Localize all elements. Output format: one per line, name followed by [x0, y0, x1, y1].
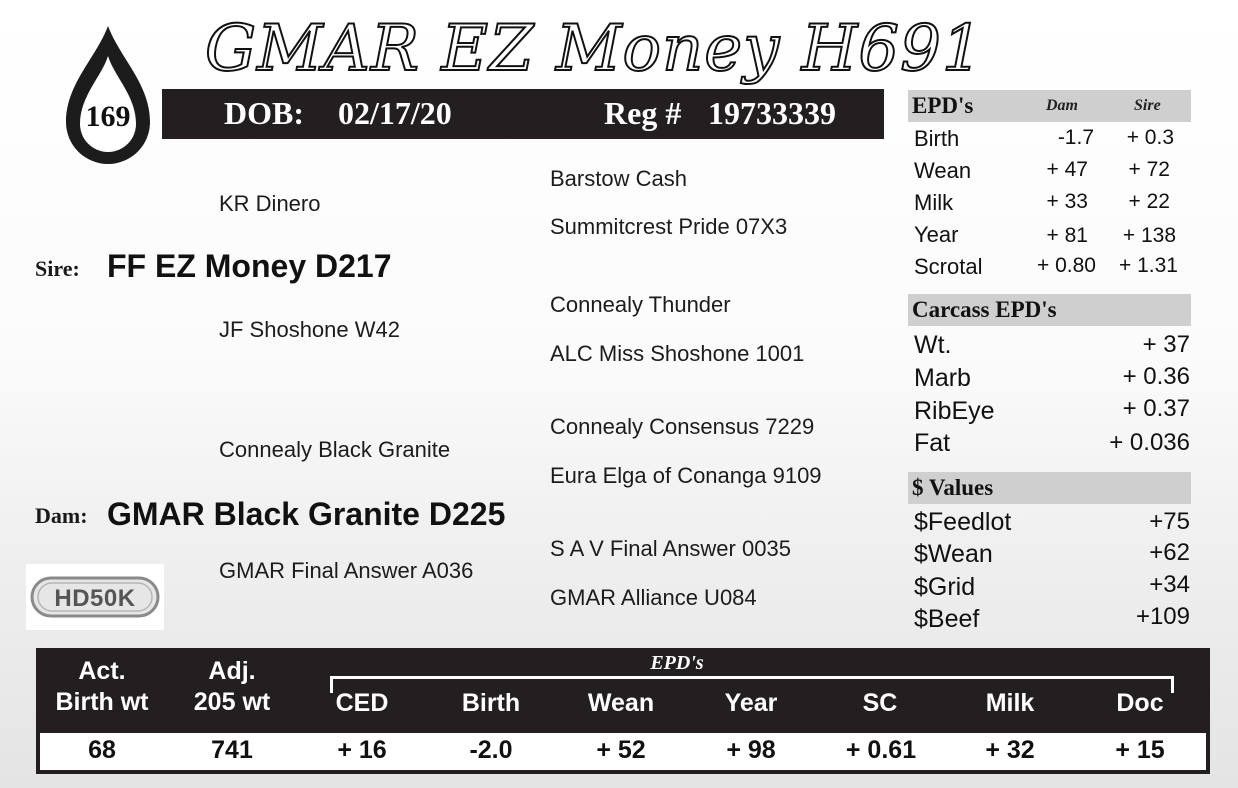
table-header-ced: CED	[335, 689, 389, 717]
epd-row-label: Year	[914, 222, 959, 247]
epd-sire-value: + 22	[1128, 190, 1170, 213]
epd-dam-value: -1.7	[1057, 126, 1094, 149]
lot-drop-icon	[58, 22, 158, 172]
epd-row-label: Scrotal	[914, 254, 983, 279]
table-values-row	[40, 733, 1206, 770]
dob-label: DOB:	[224, 95, 304, 131]
lot-number: 169	[85, 100, 131, 133]
epd-panel-title: EPD's	[912, 93, 974, 118]
table-cell: 68	[88, 736, 116, 764]
table-header-milk: Milk	[985, 689, 1035, 717]
value-row-label: $Grid	[914, 573, 976, 601]
dob-reg-bar	[162, 89, 884, 139]
epd-row-label: Birth	[914, 126, 960, 151]
table-cell: + 32	[985, 736, 1035, 764]
table-header-adj-205	[172, 656, 292, 718]
table-cell: + 16	[337, 736, 387, 764]
carcass-row-value: + 0.37	[1122, 395, 1190, 422]
table-header-act-birth	[42, 656, 162, 718]
carcass-panel-title: Carcass EPD's	[912, 297, 1057, 322]
epd-panel-header	[908, 90, 1191, 122]
carcass-row-value: + 0.36	[1122, 363, 1190, 390]
epd-col-sire: Sire	[1134, 97, 1161, 114]
epd-row-label: Milk	[914, 190, 954, 215]
pedigree-dd-dam: GMAR Alliance U084	[550, 585, 757, 610]
hd50k-logo-text: HD50K	[54, 585, 136, 612]
reg-value: 19733339	[708, 95, 836, 131]
header-line2: Birth wt	[55, 688, 149, 716]
pedigree-sd-sire: Connealy Thunder	[550, 292, 731, 317]
sire-name: FF EZ Money D217	[107, 248, 392, 284]
table-cell: + 0.61	[845, 736, 917, 764]
epd-sire-value: + 72	[1128, 158, 1170, 181]
pedigree-ds-sire: Connealy Consensus 7229	[550, 414, 815, 439]
dob-value: 02/17/20	[338, 95, 452, 131]
epd-dam-value: + 33	[1046, 190, 1088, 213]
epd-dam-value: + 47	[1046, 158, 1088, 181]
value-row-label: $Feedlot	[914, 508, 1012, 536]
value-row-value: +62	[1149, 539, 1190, 566]
pedigree-ss-dam: Summitcrest Pride 07X3	[550, 214, 788, 239]
values-panel-title: $ Values	[912, 475, 994, 500]
pedigree-sire-sire: KR Dinero	[219, 191, 321, 216]
pedigree-dam-sire: Connealy Black Granite	[219, 437, 451, 462]
carcass-row-value: + 0.036	[1109, 429, 1190, 456]
value-row-label: $Beef	[914, 605, 980, 633]
epd-dam-value: + 0.80	[1037, 254, 1096, 277]
table-cell: + 98	[726, 736, 776, 764]
table-cell: 741	[211, 736, 253, 764]
epd-sire-value: + 0.3	[1126, 126, 1174, 149]
epd-dam-value: + 81	[1046, 224, 1088, 247]
epd-sire-value: + 1.31	[1119, 254, 1178, 277]
dam-label: Dam:	[35, 503, 88, 528]
pedigree-dd-sire: S A V Final Answer 0035	[550, 536, 791, 561]
table-header-year: Year	[724, 689, 778, 717]
value-row-value: +34	[1149, 571, 1190, 598]
hd50k-badge	[26, 564, 164, 630]
table-epd-label: EPD's	[632, 652, 722, 675]
sire-label: Sire:	[35, 256, 80, 281]
table-cell: + 15	[1115, 736, 1165, 764]
pedigree-ds-dam: Eura Elga of Conanga 9109	[550, 463, 822, 488]
carcass-row-label: Wt.	[914, 331, 952, 359]
pedigree-dam-dam: GMAR Final Answer A036	[219, 558, 474, 583]
performance-table	[36, 648, 1210, 774]
animal-name: GMAR EZ Money H691	[205, 12, 984, 86]
hd50k-logo-icon	[26, 564, 164, 630]
table-header-birth: Birth	[461, 689, 521, 717]
table-cell: -2.0	[469, 736, 513, 764]
values-panel-header	[908, 472, 1191, 504]
pedigree-sire-dam: JF Shoshone W42	[219, 317, 400, 342]
reg-label: Reg #	[604, 95, 682, 131]
table-header-wean: Wean	[587, 689, 655, 717]
table-cell: + 52	[596, 736, 646, 764]
value-row-value: +75	[1149, 508, 1190, 535]
header-line1: Act.	[78, 657, 126, 685]
pedigree-ss-sire: Barstow Cash	[550, 166, 687, 191]
epd-sire-value: + 138	[1122, 224, 1176, 247]
header-line2: 205 wt	[193, 688, 271, 716]
carcass-panel-header	[908, 294, 1191, 326]
carcass-row-label: RibEye	[914, 397, 995, 425]
carcass-row-label: Fat	[914, 429, 951, 457]
table-header-sc: SC	[862, 689, 898, 717]
carcass-row-label: Marb	[914, 364, 971, 392]
epd-col-dam: Dam	[1046, 97, 1078, 114]
value-row-label: $Wean	[914, 540, 993, 568]
table-header-doc: Doc	[1116, 689, 1164, 717]
value-row-value: +109	[1135, 603, 1190, 630]
carcass-row-value: + 37	[1142, 331, 1190, 358]
epd-row-label: Wean	[914, 158, 972, 183]
pedigree-sd-dam: ALC Miss Shoshone 1001	[550, 341, 805, 366]
dam-name: GMAR Black Granite D225	[107, 496, 506, 532]
header-line1: Adj.	[208, 657, 256, 685]
